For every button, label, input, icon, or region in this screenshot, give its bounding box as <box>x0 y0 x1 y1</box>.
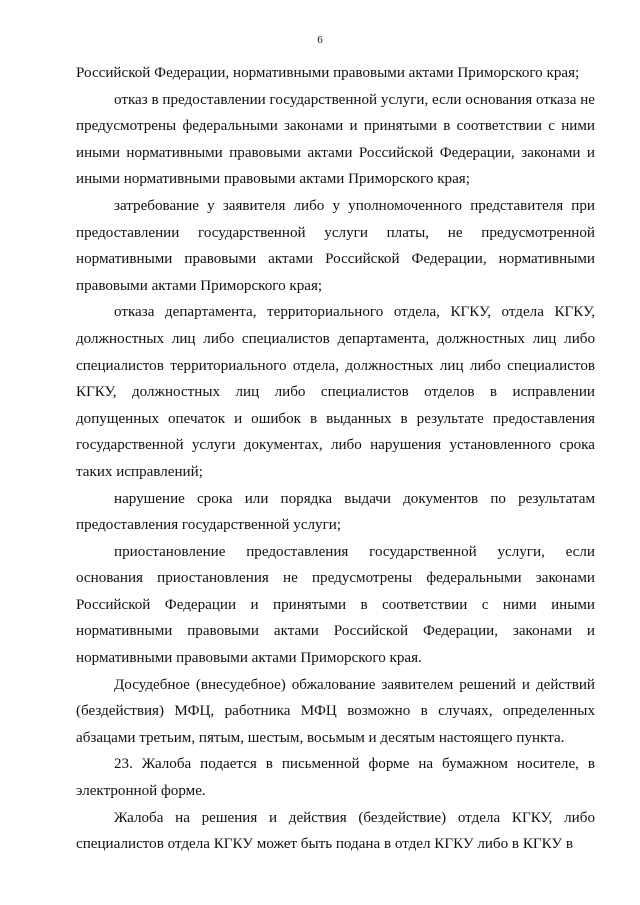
paragraph-refusal: отказ в предоставлении государственной услуги, если основания отказа не предусмотрены федеральными законами и принятыми в соответствии с ними иными нормативными правовыми актами Российской Федерации, законами и иными нормативными правовыми актами Приморского края; <box>76 91 595 188</box>
paragraph-pretrial-appeal: Досудебное (внесудебное) обжалование заявителем решений и действий (бездействия) МФЦ, работника МФЦ возможно в случаях, определенных абзацами третьим, пятым, шестым, восьмым и десятым настоящего пункта. <box>76 676 595 746</box>
document-body <box>76 60 595 858</box>
paragraph-23-complaint-form: 23. Жалоба подается в письменной форме на бумажном носителе, в электронной форме. <box>76 756 595 800</box>
paragraph-issuance-violation: нарушение срока или порядка выдачи документов по результатам предоставления государственной услуги; <box>76 490 595 534</box>
page-number: 6 <box>317 34 323 46</box>
paragraph-continuation: Российской Федерации, нормативными правовыми актами Приморского края; <box>76 65 580 81</box>
paragraph-correction-refusal: отказа департамента, территориального отдела, КГКУ, отдела КГКУ, должностных лиц либо специалистов департамента, должностных лиц либо специалистов территориального отдела, должностных лиц либо специалистов КГКУ, должностных лиц либо специалистов отделов в исправлении допущенных опечаток и ошибок в выданных в результате предоставления государственной услуги документах, либо нарушения установленного срока таких исправлений; <box>76 304 595 480</box>
paragraph-suspension: приостановление предоставления государственной услуги, если основания приостановления не предусмотрены федеральными законами Российской Федерации и принятыми в соответствии с ними иными нормативными правовыми актами Российской Федерации, законами и нормативными правовыми актами Приморского края. <box>76 543 595 667</box>
paragraph-complaint-department: Жалоба на решения и действия (бездействие) отдела КГКУ, либо специалистов отдела КГКУ может быть подана в отдел КГКУ либо в КГКУ в <box>76 809 595 853</box>
paragraph-fee-demand: затребование у заявителя либо у уполномоченного представителя при предоставлении государственной услуги платы, не предусмотренной нормативными правовыми актами Российской Федерации, нормативными правовыми актами Приморского края; <box>76 197 595 294</box>
